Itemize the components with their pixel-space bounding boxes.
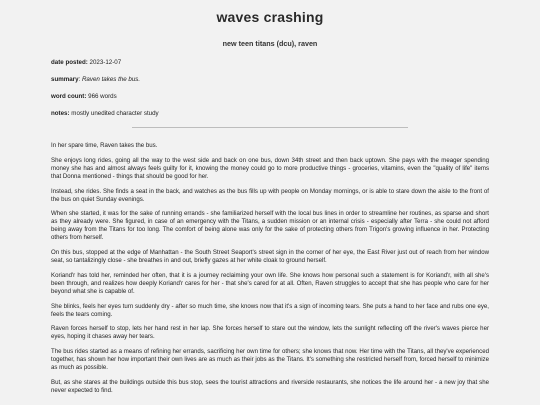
story-paragraph: But, as she stares at the buildings outside this bus stop, sees the tourist attractions and riverside restaurants, she notices the life around her - a new joy that she never expected to find. [51, 378, 489, 394]
story-paragraph: She blinks, feels her eyes turn suddenly dry - after so much time, she knows now that it's a sign of incoming tears. She puts a hand to her face and rubs one eye, feels the tears coming. [51, 302, 489, 318]
date-posted-row [51, 59, 489, 66]
fandom-tags: new teen titans (dcu), raven [222, 39, 318, 48]
story-title: waves crashing [216, 9, 324, 25]
date-posted-value: 2023-12-07 [89, 59, 122, 66]
notes-row [51, 110, 489, 117]
story-metadata [51, 59, 489, 117]
section-divider [132, 127, 408, 128]
word-count-row [51, 93, 489, 100]
word-count-value: 966 words [88, 93, 117, 100]
story-paragraph: The bus rides started as a means of refining her errands, sacrificing her own time for others; she knows that now. Her time with the Titans, all they've experienced together, has shown her how important their own lives are as much as their jobs as the Titans. It's something she restricted herself from, forced herself to minimize as much as possible. [51, 348, 489, 372]
summary-value: Raven takes the bus. [81, 76, 141, 83]
date-posted-label: date posted: [51, 59, 88, 66]
notes-value: mostly unedited character study [71, 110, 159, 117]
story-paragraph: On this bus, stopped at the edge of Manhattan - the South Street Seaport's street sign in the corner of her eye, the East River just out of reach from her window seat, so tantalizingly close - she breathes in and out, briefly gazes at her white cloak to ground herself. [51, 249, 489, 264]
summary-label: summary [51, 76, 79, 83]
story-paragraph: Raven forces herself to stop, lets her hand rest in her lap. She forces herself to stare out the window, lets the sunlight reflecting off the river's waves pierce her eyes, hoping it chases away her tears. [51, 325, 489, 341]
story-paragraph: Instead, she rides. She finds a seat in the back, and watches as the bus fills up with people on Monday mornings, or is able to stare down the aisle to the front of the bus on quiet Sunday evenings. [51, 187, 489, 203]
story-paragraph: In her spare time, Raven takes the bus. [51, 142, 158, 149]
story-paragraph: She enjoys long rides, going all the way to the west side and back on one bus, down 34th street and then back uptown. She pays with the meager spending money she has and almost always feels guilty for it, knowing the money could go to more productive things - groceries, vitamins, even the "quality of life" items that Donna mentioned - things that should be good for her. [51, 156, 489, 180]
notes-label: notes: [51, 110, 70, 117]
story-body [51, 142, 489, 395]
word-count-label: word count: [51, 93, 87, 100]
page [51, 0, 489, 395]
summary-row: summary: Raven takes the bus. [51, 76, 141, 83]
story-paragraph: When she started, it was for the sake of running errands - she familiarized herself with the local bus lines in order to streamline her routines, as sparse and short as they already were. She figured, in case of an emergency with the Titans, a sudden mission or an internal crisis - especially after Terra - she could not afford being away from the Titans for too long. The comfort of being alone was only for the sake of protecting others from Trigon's growing influence in her. Protecting others from herself. [51, 210, 489, 242]
story-paragraph: Koriand'r has told her, reminded her often, that it is a journey reclaiming your own life. She knows how personal such a statement is for Koriand'r, with all she's been through, and realizes how deeply Koriand'r cares for her - that she's cared for at all. Often, Raven struggles to accept that she has people who care for her beyond what she is capable of. [51, 271, 489, 295]
